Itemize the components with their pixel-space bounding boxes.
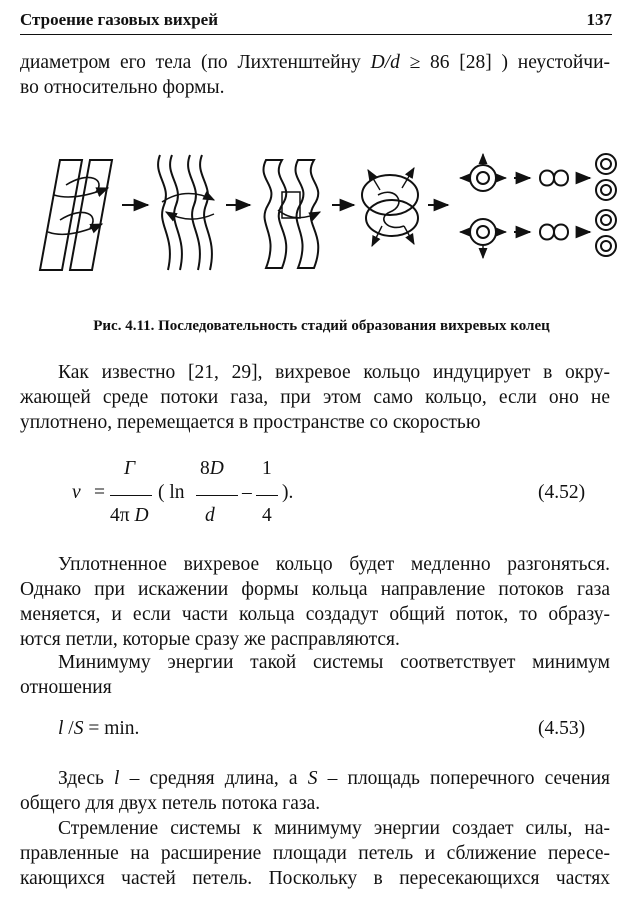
- fraction-bar: [196, 495, 238, 496]
- eq-frac3-denominator: 4: [262, 505, 272, 526]
- text-line: кающихся частей петель. Поскольку в пересекающихся частях: [20, 868, 610, 889]
- text-line: отношения: [20, 677, 112, 698]
- equation-number: (4.53): [538, 718, 586, 739]
- eq-equals: =: [94, 482, 105, 503]
- figure-caption: Рис. 4.11. Последовательность стадий образования вихревых колец: [93, 318, 550, 334]
- eq-min-expression: l /S = min.: [58, 718, 140, 739]
- paragraph-5: [20, 766, 610, 816]
- stage-separate-rings: [596, 154, 616, 256]
- text-line: уплотнено, перемещается в пространстве со скоростью: [20, 412, 481, 433]
- eq-frac1-denominator: 4π D: [110, 505, 149, 526]
- stage-folded-tubes: [263, 160, 320, 268]
- page-number: 137: [586, 10, 612, 29]
- paragraph-3: [20, 552, 610, 652]
- paragraph-2: [20, 360, 610, 435]
- text-line: меняется, и если части кольца создадут общий поток, то образу-: [20, 604, 610, 625]
- running-head: [20, 8, 612, 35]
- text-line: правленные на расширение площади петель и сближение пересе-: [20, 843, 610, 864]
- text-line: Однако при искажении формы кольца направление потоков газа: [20, 579, 610, 600]
- eq-frac2-numerator: 8D: [200, 458, 224, 479]
- text-line: Как известно [21, 29], вихревое кольцо индуцирует в окру-: [58, 362, 610, 383]
- section-title: Строение газовых вихрей: [20, 10, 218, 29]
- text-line: Стремление системы к минимуму энергии создает силы, на-: [58, 818, 610, 839]
- text-line: диаметром его тела (по Лихтенштейну D/d ≥ 86 [28] ) неустойчи-: [20, 52, 610, 73]
- stage-wavy-tubes: [158, 155, 214, 270]
- eq-lhs: v: [72, 482, 81, 503]
- stage-parallel-tubes: [40, 160, 112, 270]
- text-line: жающей среде потоки газа, при этом само кольцо, если оно не: [20, 387, 610, 408]
- eq-frac3-numerator: 1: [262, 458, 272, 479]
- eq-open-ln: ( ln: [158, 482, 185, 503]
- text-line: Минимуму энергии такой системы соответствует минимум: [58, 652, 610, 673]
- eq-minus: –: [242, 482, 252, 503]
- vortex-ring-stages-figure: [20, 140, 620, 290]
- stage-tangled-loops: [362, 168, 418, 246]
- fraction-bar: [256, 495, 278, 496]
- eq-close: ).: [282, 482, 294, 503]
- text-line: ются петли, которые сразу же расправляются.: [20, 629, 400, 650]
- text-line: Уплотненное вихревое кольцо будет медленно разгоняться.: [58, 554, 610, 575]
- stage-figure-eight: [540, 171, 568, 240]
- text-line: общего для двух петель потока газа.: [20, 793, 321, 814]
- text-line: во относительно формы.: [20, 77, 225, 98]
- text-line: Здесь l – средняя длина, а S – площадь поперечного сечения: [58, 768, 611, 789]
- paragraph-6: [20, 816, 610, 891]
- paragraph-4: [20, 650, 610, 700]
- equation-number: (4.52): [538, 482, 586, 503]
- eq-frac2-denominator: d: [205, 505, 215, 526]
- paragraph-1: [20, 50, 610, 100]
- eq-frac1-numerator: Γ: [124, 458, 136, 479]
- stage-two-rings: [460, 154, 506, 258]
- fraction-bar: [110, 495, 152, 496]
